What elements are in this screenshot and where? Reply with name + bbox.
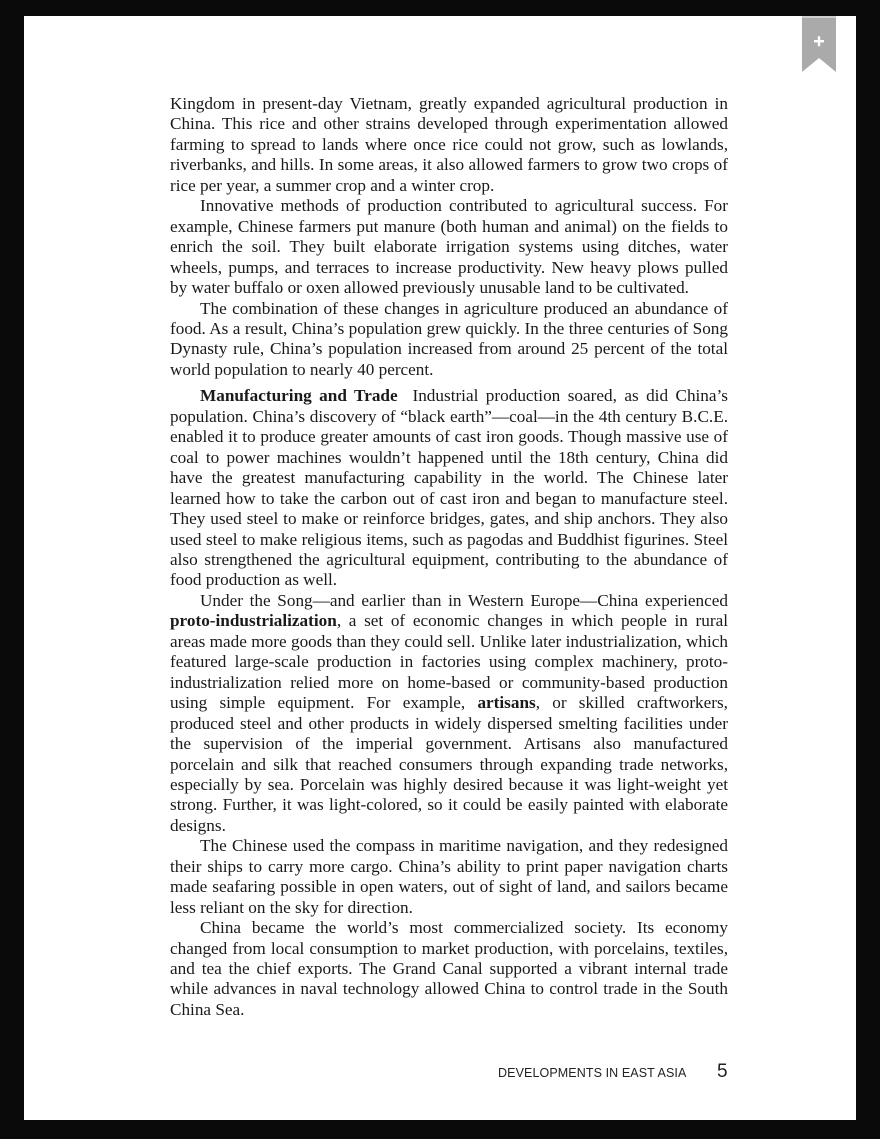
paragraph-proto-industrialization <box>170 591 728 836</box>
paragraph-population <box>170 299 728 381</box>
bookmark-button[interactable] <box>802 16 836 72</box>
paragraph-manufacturing-trade <box>170 386 733 591</box>
paragraph-text: Innovative methods of production contributed to agricultural success. For example, Chinese farmers put manure (both human and animal) on the fields to enrich the soil. They built elaborate irrigation systems using ditches, water wheels, pumps, and terraces to increase productivity. New heavy plows pulled by water buffalo or oxen allowed previously unusable land to be cultivated. <box>170 196 728 298</box>
running-title: DEVELOPMENTS IN EAST ASIA <box>498 1066 687 1080</box>
document-page <box>24 16 856 1120</box>
section-heading-manufacturing-and-trade: Manufacturing and Trade <box>200 386 398 406</box>
paragraph-text: , a set of economic changes in which people in rural areas made more goods than they could sell. Unlike later industrialization, which featured large-scale production in factories using complex machinery, proto-industrialization relied more on home-based or community-based production using simple equipment. For example, <box>170 611 728 713</box>
paragraph-text: , or skilled craftworkers, produced steel and other products in widely dispersed smelting facilities under the supervision of the imperial government. Artisans also manufactured porcelain and silk that reached consumers through expanding trade networks, especially by sea. Porcelain was highly desired because it was light-weight yet strong. Further, it was light-colored, so it could be easily painted with elaborate designs. <box>170 693 728 835</box>
paragraph-text: Kingdom in present-day Vietnam, greatly expanded agricultural production in China. This rice and other strains developed through experimentation allowed farming to spread to lands where once rice could not grow, such as lowlands, riverbanks, and hills. In some areas, it also allowed farmers to grow two crops of rice per year, a summer crop and a winter crop. <box>170 94 728 195</box>
paragraph-text: Under the Song—and earlier than in Western Europe—China experienced <box>200 590 728 610</box>
paragraph-commercialized-society <box>170 918 728 1020</box>
body-text <box>170 94 733 1020</box>
key-term-proto-industrialization: proto-industrialization <box>170 611 337 631</box>
paragraph-rice-strains <box>170 94 728 196</box>
bookmark-add-icon <box>802 16 836 72</box>
page-number: 5 <box>717 1061 728 1082</box>
paragraph-text: Industrial production soared, as did China’s population. China’s discovery of “black earth”—coal—in the 4th century B.C.E. enabled it to produce greater amounts of cast iron goods. Though massive use of coal to power machines wouldn’t happened until the 18th century, China did have the greatest manufacturing capability in the world. The Chinese later learned how to take the carbon out of cast iron and began to manufacture steel. They used steel to make or reinforce bridges, gates, and ship anchors. They also used steel to make religious items, such as pagodas and Buddhist figurines. Steel also strengthened the agricultural equipment, contributing to the abundance of food production as well. <box>170 386 733 590</box>
paragraph-text: The Chinese used the compass in maritime navigation, and they redesigned their ships to carry more cargo. China’s ability to print paper navigation charts made seafaring possible in open waters, out of sight of land, and sailors became less reliant on the sky for direction. <box>170 836 728 917</box>
paragraph-innovative-methods <box>170 196 728 298</box>
paragraph-text: China became the world’s most commercialized society. Its economy changed from local consumption to market production, with porcelains, textiles, and tea the chief exports. The Grand Canal supported a vibrant internal trade while advances in naval technology allowed China to control trade in the South China Sea. <box>170 918 728 1019</box>
key-term-artisans: artisans <box>477 693 536 713</box>
page-footer <box>498 1062 758 1084</box>
paragraph-text: The combination of these changes in agriculture produced an abundance of food. As a result, China’s population grew quickly. In the three centuries of Song Dynasty rule, China’s population increased from around 25 percent of the total world population to nearly 40 percent. <box>170 298 728 379</box>
paragraph-compass-navigation <box>170 836 728 918</box>
